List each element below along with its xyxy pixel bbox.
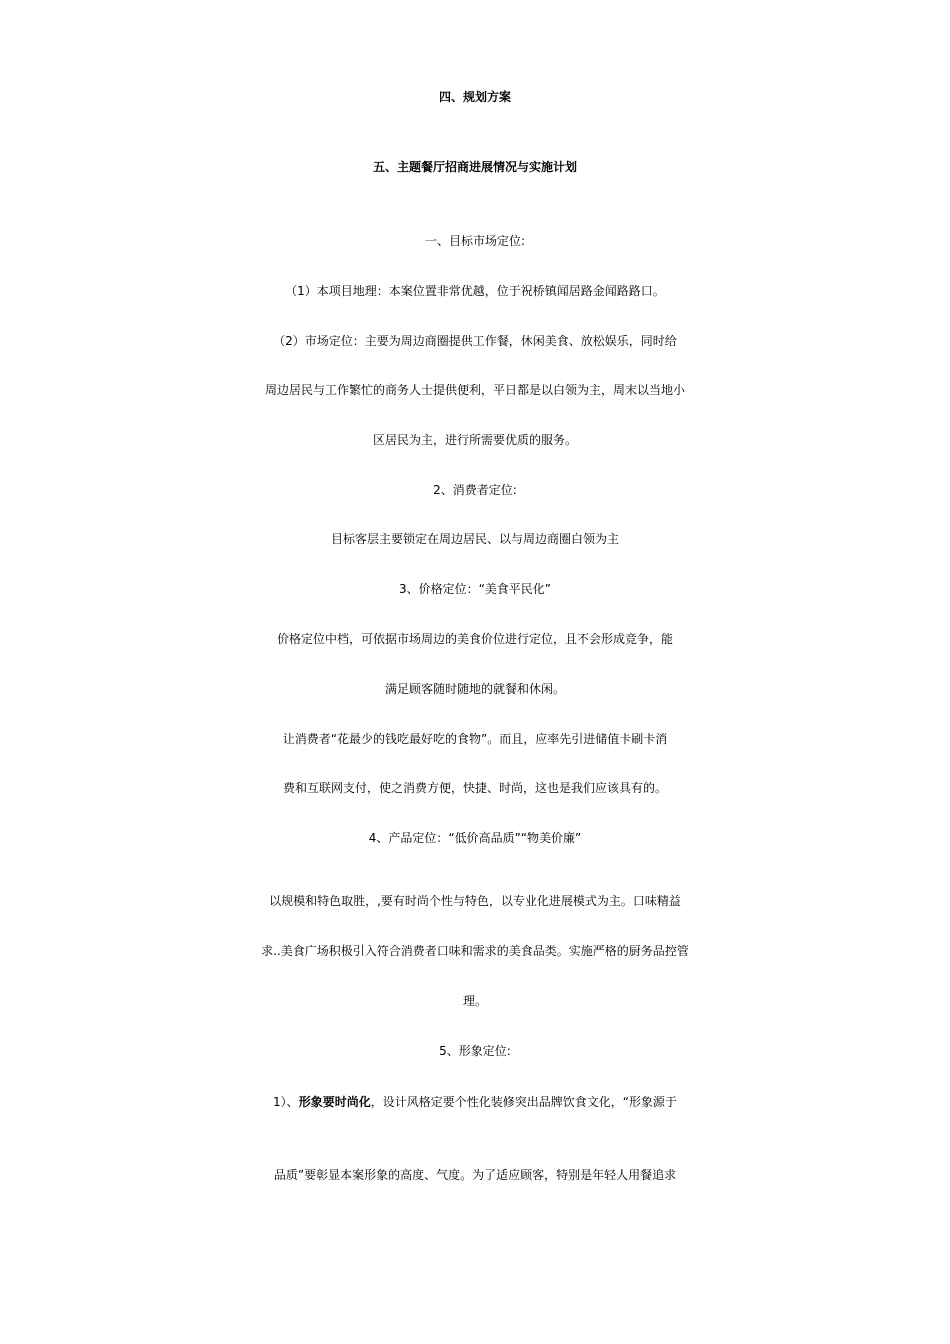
section-1-para-1: （1）本项目地理：本案位置非常优越，位于祝桥镇闻居路金闻路路口。 xyxy=(285,284,665,298)
section-5-title: 5、形象定位: xyxy=(439,1044,511,1058)
section-3-para-2-line-1: 让消费者“花最少的钱吃最好吃的食物”。而且，应率先引进储值卡刷卡消 xyxy=(282,732,668,746)
section-4-para-1-line-1: 以规模和特色取胜，,要有时尚个性与特色，以专业化进展模式为主。口味精益 xyxy=(269,894,681,908)
section-4-para-1-line-2: 求..美食广场积极引入符合消费者口味和需求的美食品类。实施严格的厨务品控管 xyxy=(261,944,689,958)
section-3-title: 3、价格定位：“美食平民化” xyxy=(398,582,552,596)
section-1-para-2-line-2: 周边居民与工作繁忙的商务人士提供便利，平日都是以白领为主，周末以当地小 xyxy=(264,383,685,397)
section-3-para-1-line-2: 满足顾客随时随地的就餐和休闲。 xyxy=(384,682,565,696)
section-1-title: 一、目标市场定位: xyxy=(424,234,526,248)
section-5-para-1-bold: 形象要时尚化 xyxy=(298,1095,371,1109)
heading-progress: 五、主题餐厅招商进展情况与实施计划 xyxy=(372,160,577,174)
section-2-title: 2、消费者定位: xyxy=(433,483,517,497)
section-5-para-1-prefix: 1）、 xyxy=(273,1095,299,1109)
section-3-para-2-line-2: 费和互联网支付，使之消费方便，快捷、时尚，这也是我们应该具有的。 xyxy=(282,781,667,795)
section-5-para-1-line-1 xyxy=(0,1087,950,1117)
section-4-para-1-line-3: 理。 xyxy=(462,994,487,1008)
section-2-para-1: 目标客层主要锁定在周边居民、以与周边商圈白领为主 xyxy=(330,532,619,546)
section-1-para-2-line-3: 区居民为主，进行所需要优质的服务。 xyxy=(372,433,577,447)
section-3-para-1-line-1: 价格定位中档，可依据市场周边的美食价位进行定位，且不会形成竞争，能 xyxy=(276,632,673,646)
section-1-para-2-line-1: （2）市场定位：主要为周边商圈提供工作餐，休闲美食、放松娱乐，同时给 xyxy=(273,334,677,348)
section-5-para-1-rest: ，设计风格定要个性化装修突出品牌饮食文化，“形象源于 xyxy=(370,1095,677,1109)
heading-plan: 四、规划方案 xyxy=(438,90,511,104)
section-4-title: 4、产品定位：“低价高品质”“物美价廉” xyxy=(368,831,582,845)
section-5-para-1-line-2: 品质”要彰显本案形象的高度、气度。为了适应顾客，特别是年轻人用餐追求 xyxy=(273,1168,677,1182)
